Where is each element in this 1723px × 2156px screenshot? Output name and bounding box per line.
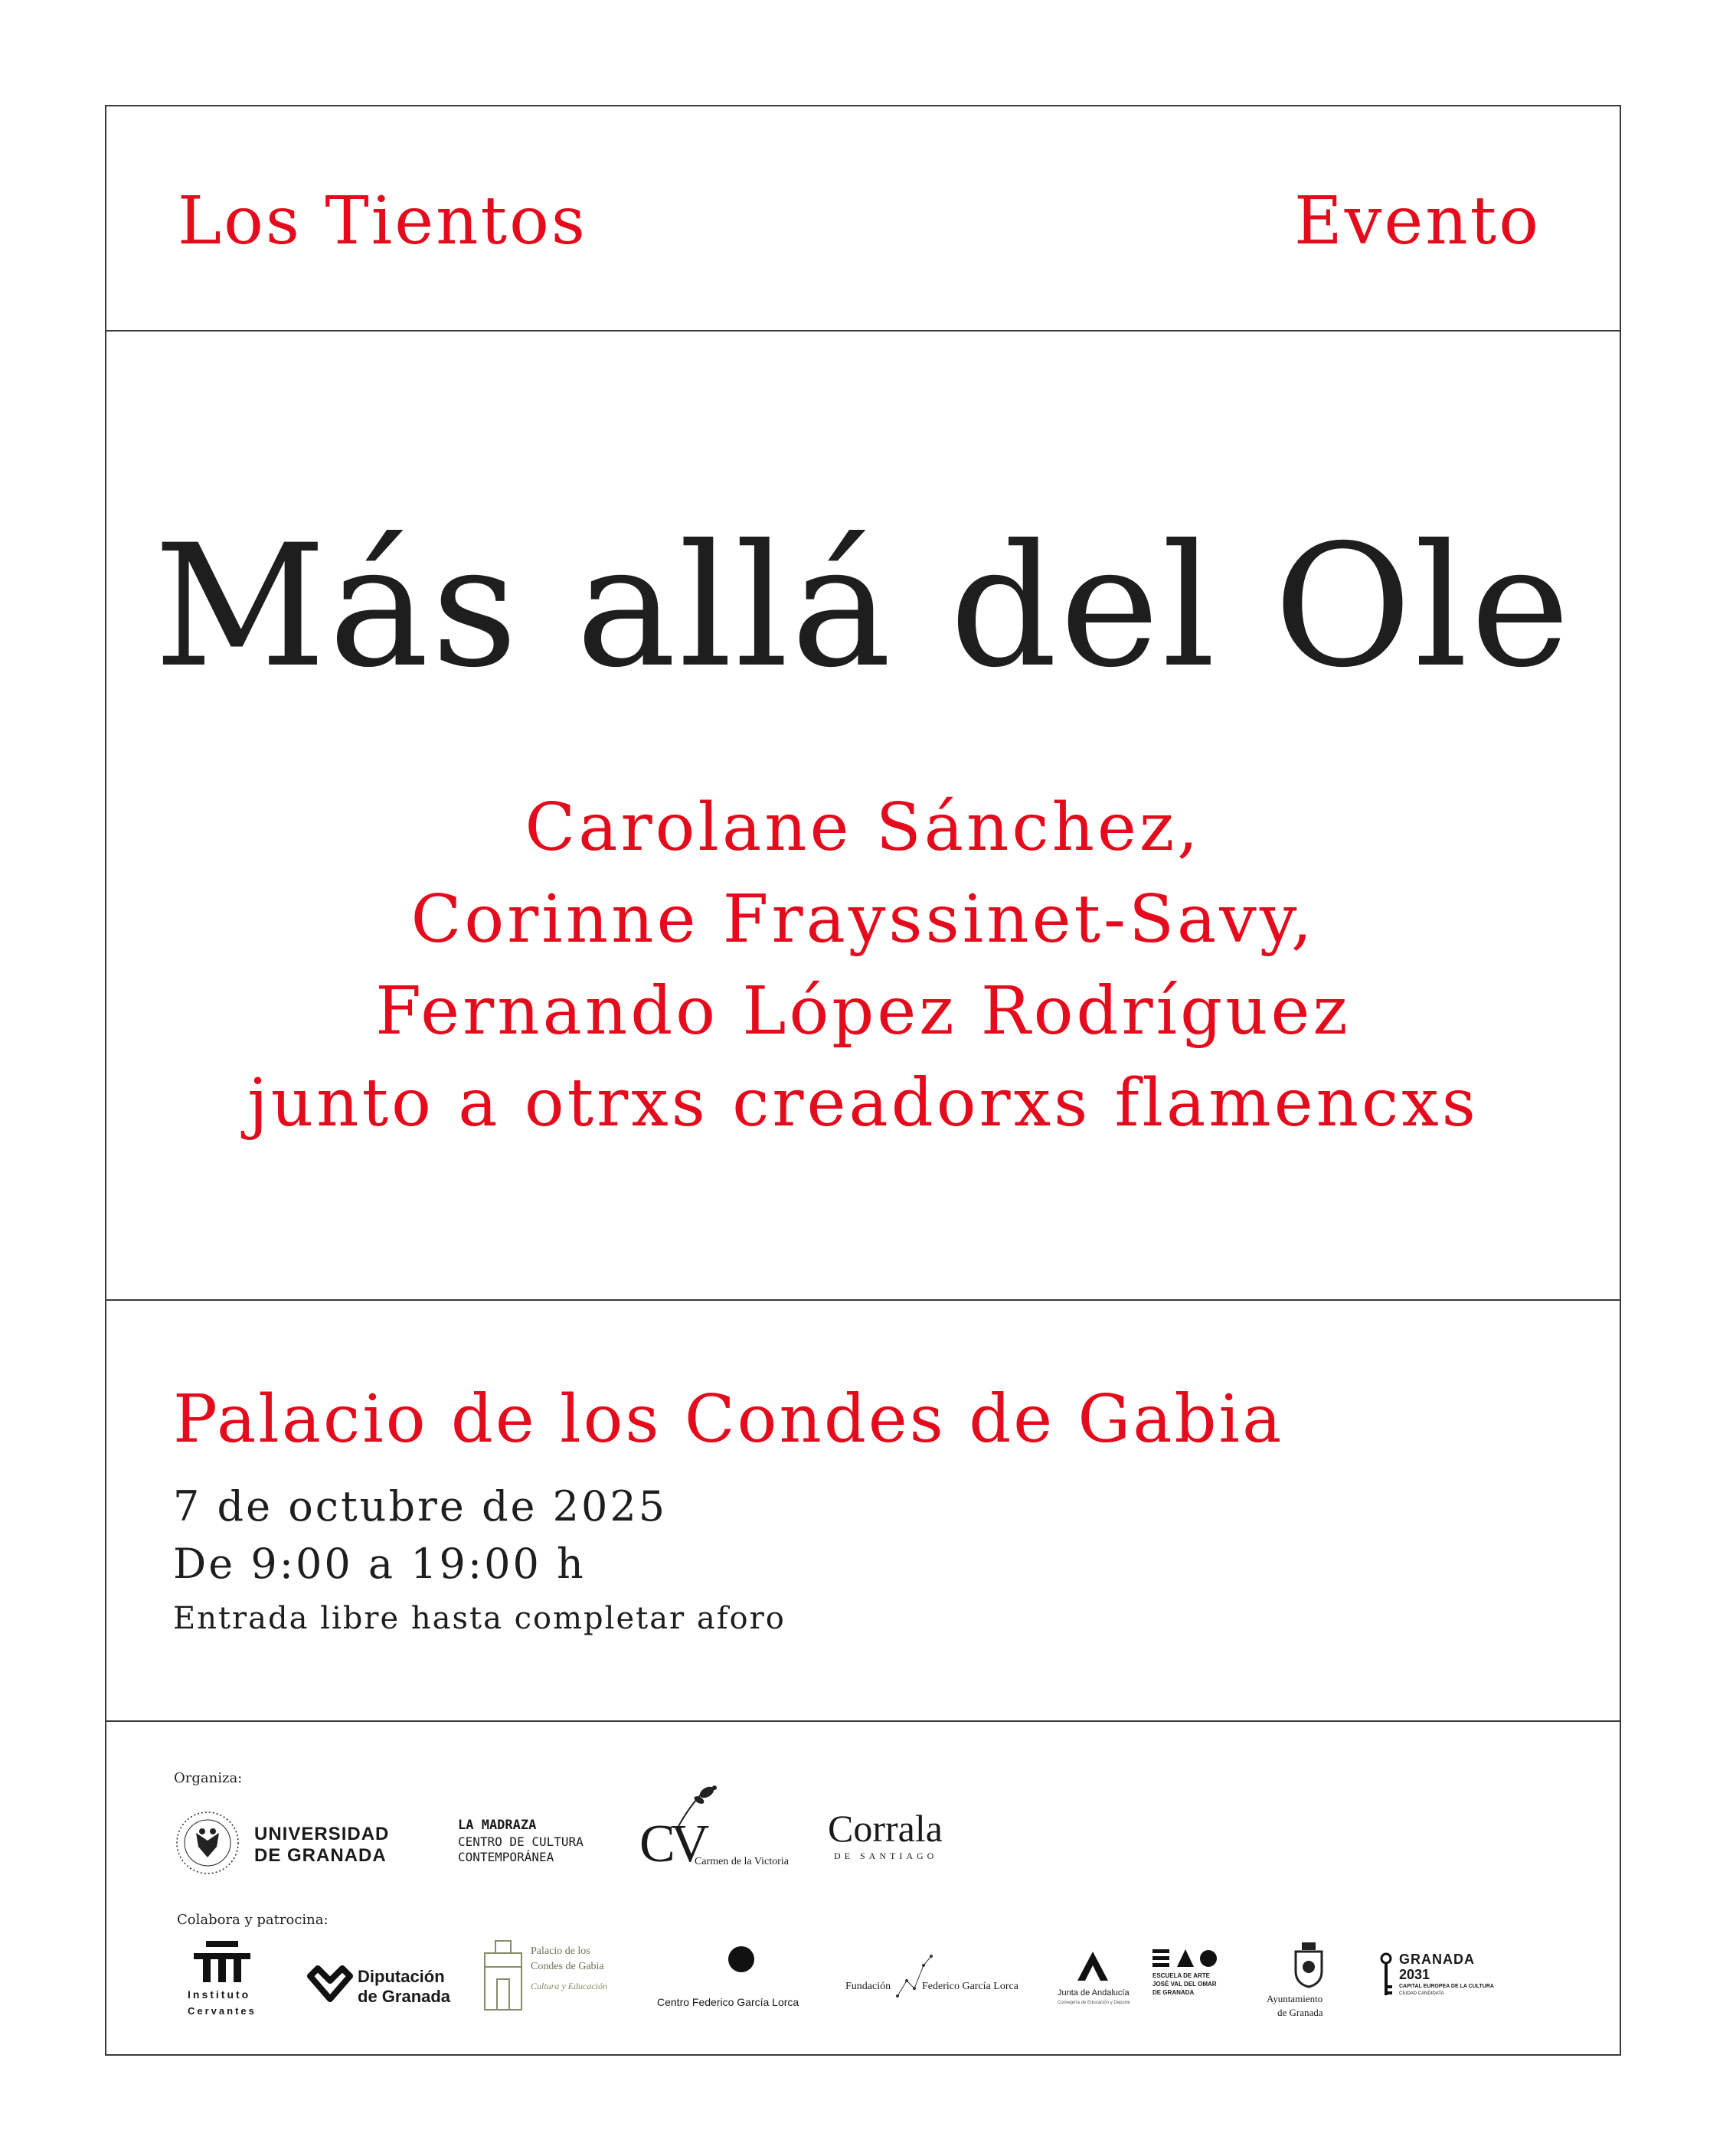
corrala-logo-sub: DE SANTIAGO xyxy=(834,1851,938,1861)
participants xyxy=(106,782,1620,1149)
palace-facade-icon xyxy=(480,1938,526,2011)
event-date: 7 de octubre de 2025 xyxy=(173,1482,668,1530)
ea-symbols-icon xyxy=(1152,1948,1218,1968)
gabia-line3: Cultura y Educación xyxy=(531,1981,607,1991)
entry-note: Entrada libre hasta completar aforo xyxy=(173,1601,786,1636)
madraza-logo-line2: CENTRO DE CULTURA xyxy=(458,1834,584,1849)
black-dot-icon xyxy=(726,1944,757,1975)
participant-name: Carolane Sánchez, xyxy=(525,789,1202,866)
participant-name: Fernando López Rodríguez xyxy=(375,973,1351,1050)
granada2031-line2: 2031 xyxy=(1399,1967,1430,1982)
granada2031-line1: GRANADA xyxy=(1399,1952,1475,1967)
escuela-arte-logo xyxy=(1152,1948,1244,2009)
cervantes-line1: Instituto xyxy=(188,1988,251,2001)
event-hours: De 9:00 a 19:00 h xyxy=(173,1540,586,1588)
gabia-line1: Palacio de los xyxy=(531,1945,590,1957)
diputacion-icon xyxy=(307,1965,353,2004)
escuela-line3: DE GRANADA xyxy=(1152,1989,1195,1996)
junta-name: Junta de Andalucía xyxy=(1058,1988,1130,1998)
madraza-logo-line3: CONTEMPORÁNEA xyxy=(458,1850,554,1864)
divider xyxy=(106,330,1620,332)
venue: Palacio de los Condes de Gabia xyxy=(173,1381,1284,1458)
granada2031-line4: CIUDAD CANDIDATA xyxy=(1399,1991,1444,1996)
ugr-logo-line1: UNIVERSIDAD xyxy=(254,1824,390,1844)
colabora-label: Colabora y patrocina: xyxy=(177,1912,329,1928)
event-type: Evento xyxy=(1294,183,1541,260)
madraza-logo xyxy=(458,1818,588,1871)
madraza-logo-line1: LA MADRAZA xyxy=(458,1818,537,1833)
divider xyxy=(106,1299,1620,1301)
escuela-line2: JOSÉ VAL DEL OMAR xyxy=(1152,1981,1217,1988)
junta-andalucia-logo xyxy=(1058,1950,1149,2011)
poster-frame xyxy=(105,105,1621,2056)
fundacion-line2: Federico García Lorca xyxy=(922,1981,1018,1992)
palacio-gabia-logo xyxy=(480,1938,626,2014)
carmen-logo-name: Carmen de la Victoria xyxy=(695,1856,789,1867)
participant-name: junto a otrxs creadorxs flamencxs xyxy=(247,1065,1479,1142)
granada-2031-logo xyxy=(1379,1952,1494,2005)
diputacion-line2: de Granada xyxy=(358,1987,451,2006)
ugr-seal-icon xyxy=(175,1810,240,1876)
cervantes-line2: Cervantes xyxy=(188,2005,257,2017)
carmen-monogram: CV xyxy=(639,1815,705,1873)
series-title: Los Tientos xyxy=(178,183,587,260)
junta-sub: Consejería de Educación y Deporte xyxy=(1058,2001,1130,2005)
corrala-logo xyxy=(828,1806,966,1867)
ugr-logo xyxy=(175,1810,420,1879)
instituto-cervantes-logo xyxy=(180,1941,264,2025)
ayuntamiento-line2: de Granada xyxy=(1277,2007,1323,2018)
carmen-victoria-logo xyxy=(639,1783,816,1875)
escuela-line1: ESCUELA DE ARTE xyxy=(1152,1972,1210,1979)
corrala-logo-name: Corrala xyxy=(828,1807,943,1850)
fundacion-fgl-logo xyxy=(845,1950,1029,2011)
ayuntamiento-logo xyxy=(1267,1941,1358,2025)
event-title: Más allá del Ole xyxy=(153,508,1573,704)
participant-name: Corinne Frayssinet-Savy, xyxy=(410,881,1316,958)
ugr-logo-line2: DE GRANADA xyxy=(254,1845,387,1866)
junta-a-icon xyxy=(1076,1950,1110,1982)
gabia-line2: Condes de Gabia xyxy=(531,1961,604,1972)
divider xyxy=(106,1720,1620,1722)
coat-of-arms-icon xyxy=(1290,1941,1328,1988)
centro-fgl-logo xyxy=(657,1944,826,2020)
granada2031-line3: CAPITAL EUROPEA DE LA CULTURA xyxy=(1399,1984,1494,1989)
cervantes-icon xyxy=(188,1941,257,1984)
diputacion-line1: Diputación xyxy=(358,1967,445,1986)
constellation-icon xyxy=(891,1950,937,2004)
cfgl-name: Centro Federico García Lorca xyxy=(657,1996,799,2008)
ayuntamiento-line1: Ayuntamiento xyxy=(1267,1993,1323,2004)
fundacion-line1: Fundación xyxy=(845,1981,891,1992)
diputacion-logo xyxy=(307,1959,460,2013)
organiza-label: Organiza: xyxy=(174,1770,243,1786)
key-icon xyxy=(1379,1952,1393,1998)
